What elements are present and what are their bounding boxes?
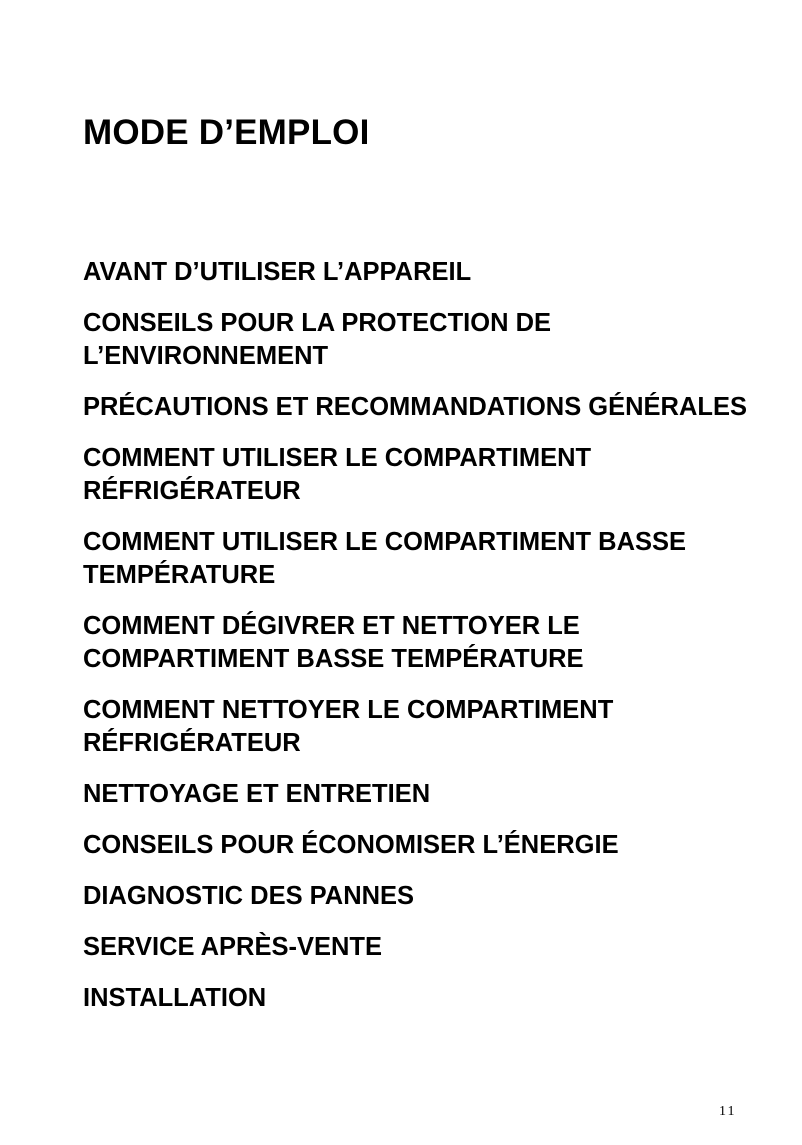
toc-item-installation[interactable]: INSTALLATION: [83, 984, 267, 1012]
toc-item-nettoyer-refrigerateur[interactable]: COMMENT NETTOYER LE COMPARTIMENT RÉFRIGÉRATEUR: [83, 696, 614, 757]
toc-item-economiser-energie[interactable]: CONSEILS POUR ÉCONOMISER L’ÉNERGIE: [83, 831, 619, 859]
table-of-contents: [83, 256, 773, 1033]
toc-item-utiliser-refrigerateur[interactable]: COMMENT UTILISER LE COMPARTIMENT RÉFRIGÉRATEUR: [83, 444, 592, 505]
toc-item-nettoyage-entretien[interactable]: NETTOYAGE ET ENTRETIEN: [83, 780, 431, 808]
toc-item-service-apres-vente[interactable]: SERVICE APRÈS-VENTE: [83, 933, 382, 961]
toc-item-degivrer-basse-temperature[interactable]: COMMENT DÉGIVRER ET NETTOYER LE COMPARTIMENT BASSE TEMPÉRATURE: [83, 612, 584, 673]
toc-item-precautions[interactable]: PRÉCAUTIONS ET RECOMMANDATIONS GÉNÉRALES: [83, 393, 747, 421]
toc-item-utiliser-basse-temperature[interactable]: COMMENT UTILISER LE COMPARTIMENT BASSE TEMPÉRATURE: [83, 528, 687, 589]
page-title: MODE D’EMPLOI: [83, 113, 370, 152]
toc-item-protection-environnement[interactable]: CONSEILS POUR LA PROTECTION DE L’ENVIRONNEMENT: [83, 309, 552, 370]
page-number: 11: [719, 1104, 737, 1119]
toc-item-avant-d-utiliser[interactable]: AVANT D’UTILISER L’APPAREIL: [83, 258, 472, 286]
toc-item-diagnostic-pannes[interactable]: DIAGNOSTIC DES PANNES: [83, 882, 415, 910]
